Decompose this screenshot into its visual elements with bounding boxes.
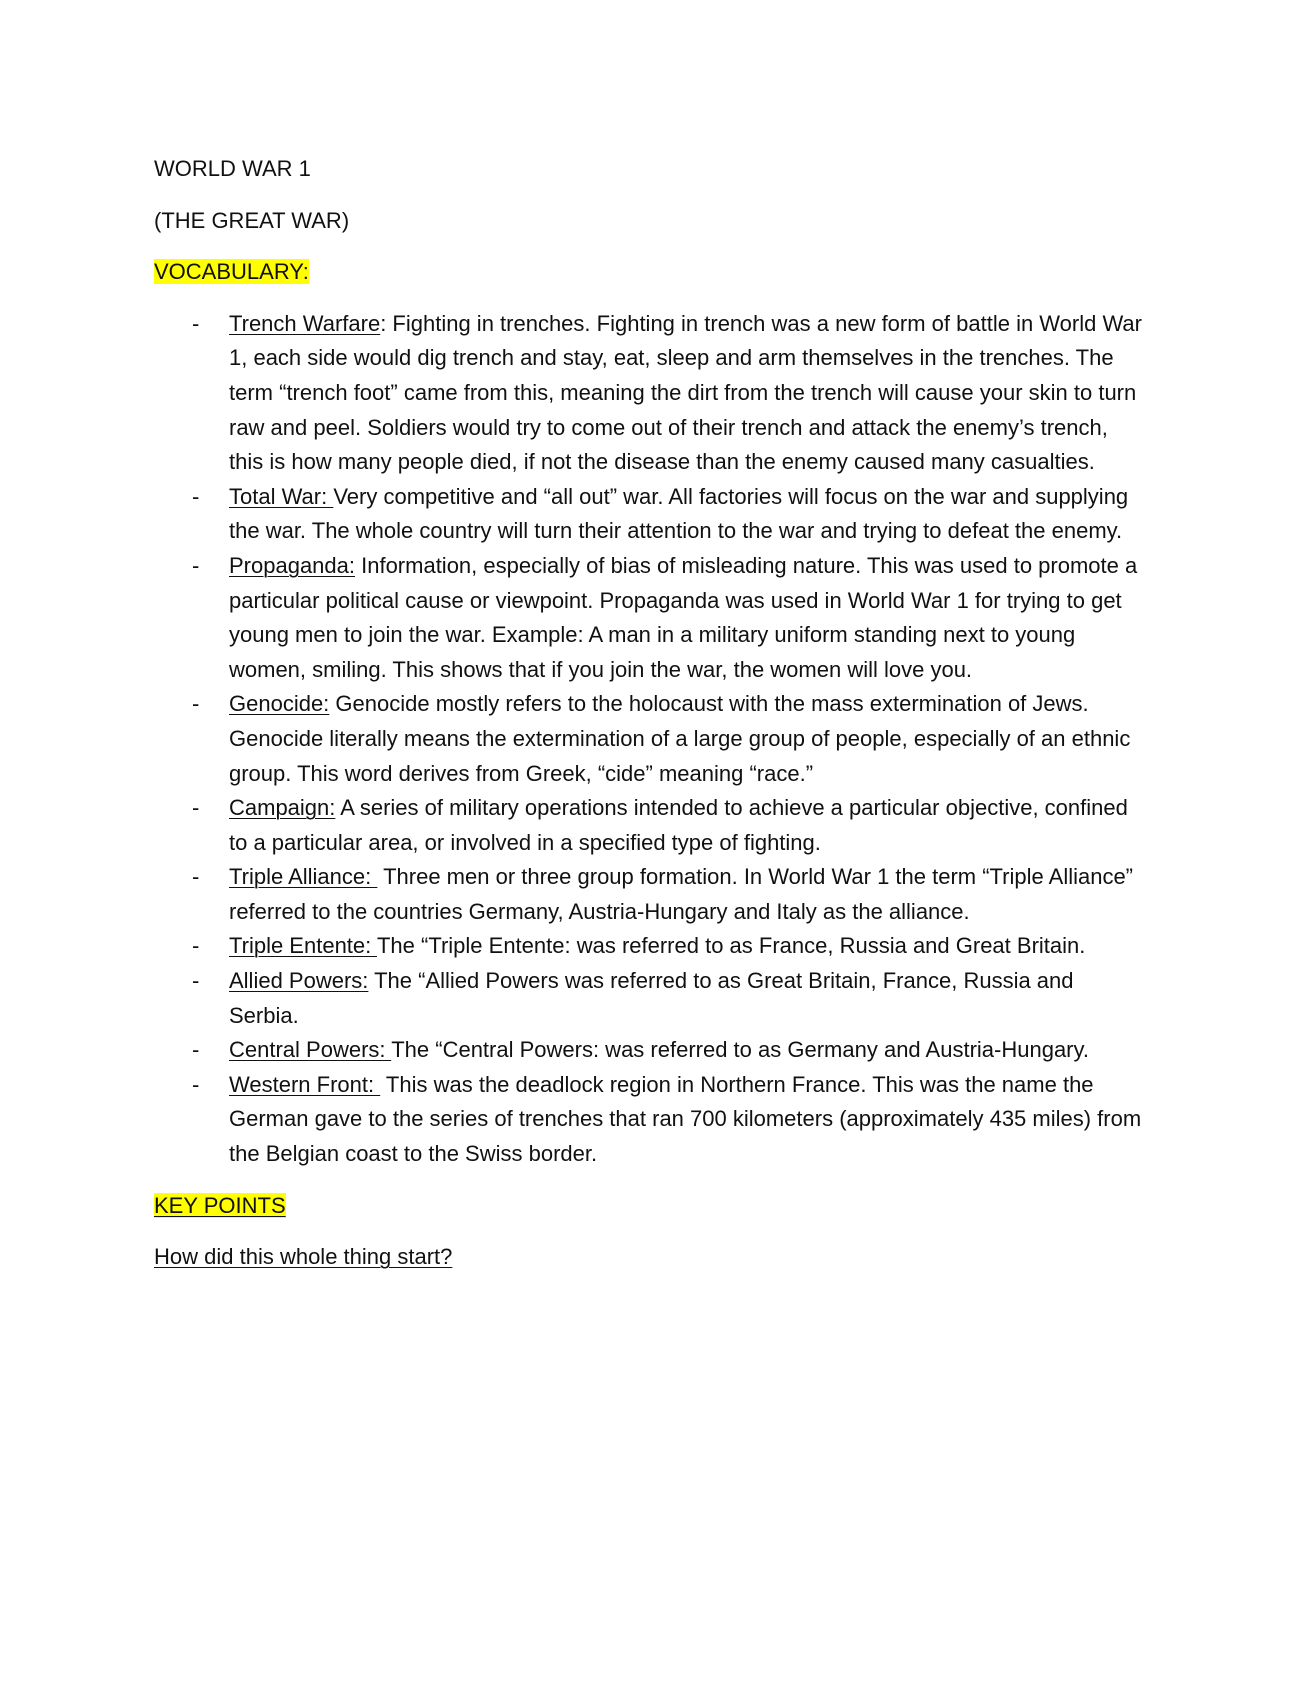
vocabulary-term: Genocide: [229, 691, 330, 717]
vocabulary-term: Allied Powers: [229, 968, 369, 994]
bullet-dash: - [192, 933, 200, 959]
vocabulary-item [154, 929, 1144, 964]
bullet-dash: - [192, 310, 200, 336]
question-heading: How did this whole thing start? [154, 1244, 453, 1270]
vocabulary-heading: VOCABULARY: [154, 259, 309, 285]
vocabulary-item [154, 480, 1144, 549]
bullet-dash: - [192, 1071, 200, 1097]
vocabulary-term: Triple Entente: [229, 933, 377, 959]
bullet-dash: - [192, 864, 200, 890]
vocabulary-definition: A series of military operations intended to achieve a particular objective, confined to a particular area, or involved in a specified type of fighting. [229, 795, 1134, 855]
bullet-dash: - [192, 1037, 200, 1063]
vocabulary-definition: The “Allied Powers was referred to as Great Britain, France, Russia and Serbia. [229, 968, 1080, 1028]
document-title: WORLD WAR 1 [154, 156, 311, 181]
vocabulary-definition: Three men or three group formation. In World War 1 the term “Triple Alliance” referred to the countries Germany, Austria-Hungary and Italy as the alliance. [229, 864, 1140, 924]
bullet-dash: - [192, 968, 200, 994]
bullet-dash: - [192, 691, 200, 717]
vocabulary-heading-line [154, 255, 1144, 290]
vocabulary-term: Campaign: [229, 795, 336, 821]
vocabulary-item [154, 307, 1149, 480]
document-subtitle: (THE GREAT WAR) [154, 207, 350, 233]
vocabulary-term: Central Powers: [229, 1037, 392, 1063]
key-points-heading: KEY POINTS [154, 1192, 286, 1218]
vocabulary-definition: Very competitive and “all out” war. All factories will focus on the war and supplying the war. The whole country will turn their attention to the war and trying to defeat the enemy. [229, 483, 1135, 544]
vocabulary-item [154, 964, 1144, 1033]
vocabulary-item [154, 791, 1144, 860]
vocabulary-item [154, 860, 1144, 929]
vocabulary-definition: Fighting in trenches. Fighting in trench was a new form of battle in World War 1, each side would dig trench and stay, eat, sleep and arm themselves in the trenches. The term “trench foot” came from this, meaning the dirt from the trench will cause your skin to turn raw and peel. Soldiers would try to come out of their trench and attack the enemy’s trench, this is how many people died, if not the disease than the enemy caused many casualties. [229, 310, 1149, 475]
vocabulary-definition: The “Central Powers: was referred to as Germany and Austria-Hungary. [391, 1037, 1089, 1063]
vocabulary-item [154, 1068, 1148, 1172]
vocabulary-term: Propaganda: [229, 552, 355, 578]
vocabulary-item [154, 549, 1144, 687]
vocabulary-definition: Information, especially of bias of misleading nature. This was used to promote a particular political cause or viewpoint. Propaganda was used in World War 1 for trying to get young men to join the war. Example: A man in a military uniform standing next to young women, smiling. This shows that if you join the war, the women will love you. [229, 552, 1144, 682]
vocabulary-term: Trench Warfare [229, 310, 381, 336]
vocabulary-term: Triple Alliance: [229, 864, 378, 890]
vocabulary-definition: Genocide mostly refers to the holocaust with the mass extermination of Jews. Genocide literally means the extermination of a large group of people, especially of an ethnic group. This word derives from Greek, “cide” meaning “race.” [229, 691, 1137, 786]
vocabulary-definition: This was the deadlock region in Northern France. This was the name the German gave to the series of trenches that ran 700 kilometers (approximately 435 miles) from the Belgian coast to the Swiss border. [229, 1071, 1148, 1167]
bullet-dash: - [192, 795, 200, 821]
vocabulary-item [154, 687, 1144, 791]
vocabulary-term: Western Front: [229, 1071, 381, 1097]
vocabulary-term: Total War: [229, 483, 334, 509]
question-heading-line [154, 1240, 1144, 1275]
bullet-dash: - [192, 483, 200, 509]
vocabulary-definition: The “Triple Entente: was referred to as France, Russia and Great Britain. [376, 933, 1086, 959]
vocabulary-list [154, 307, 1149, 1172]
key-points-heading-line [154, 1189, 1144, 1224]
vocabulary-item [154, 1033, 1144, 1068]
bullet-dash: - [192, 552, 200, 578]
vocabulary-separator: : [380, 310, 387, 336]
document-body [154, 152, 1149, 1292]
